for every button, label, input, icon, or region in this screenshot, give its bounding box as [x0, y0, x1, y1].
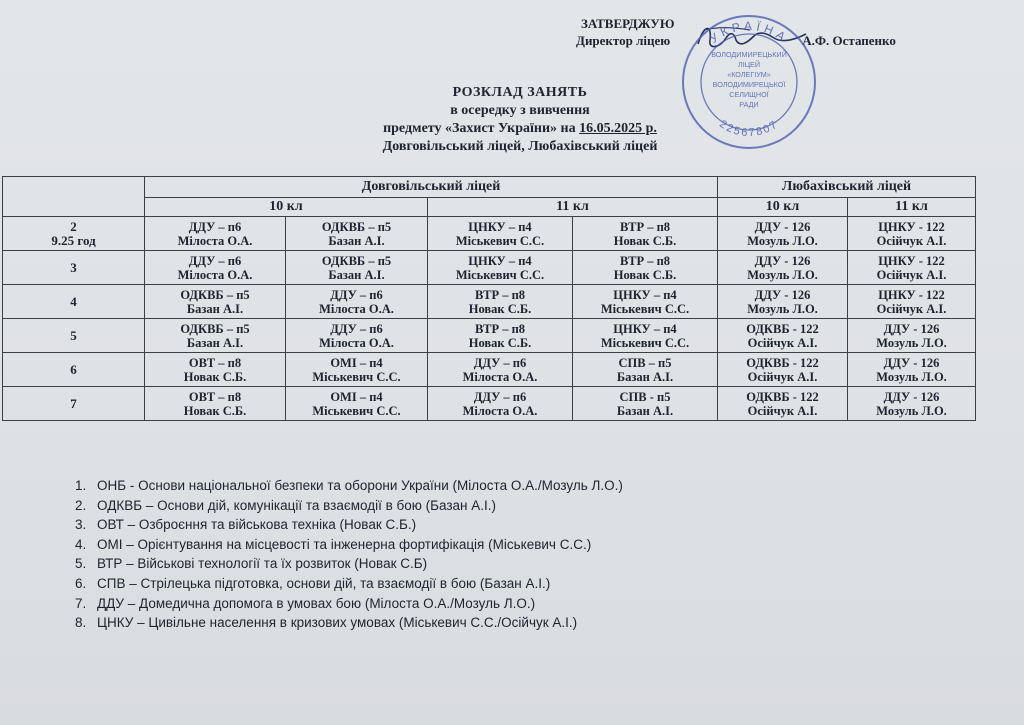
schedule-cell [848, 319, 976, 353]
subject-room: ЦНКУ - 122 [878, 219, 945, 234]
schedule-subject-line [300, 120, 740, 137]
schedule-cell [428, 319, 573, 353]
subject-room: ЦНКУ – п4 [613, 287, 677, 302]
teacher-name: Осійчук А.І. [747, 403, 818, 418]
teacher-name: Новак С.Б. [613, 267, 677, 282]
subject-room: ЦНКУ – п4 [613, 321, 677, 336]
legend-text: ДДУ – Домедична допомога в умовах бою (Мілоста О.А./Мозуль Л.О.) [97, 595, 536, 611]
schedule-cell [718, 319, 848, 353]
lesson-number: 2 [70, 218, 77, 234]
subject-room: ВТР – п8 [619, 219, 671, 234]
schedule-cell [848, 387, 976, 421]
stamp-line: ВОЛОДИМИРЕЦЬКОЇ [712, 80, 786, 89]
schedule-cell [286, 251, 428, 285]
lesson-number-cell [3, 285, 145, 319]
schedule-cell [848, 217, 976, 251]
legend-text: ОВТ – Озброєння та військова техніка (Новак С.Б.) [97, 517, 417, 533]
lesson-number-cell [3, 353, 145, 387]
table-row [3, 319, 976, 353]
lesson-number-cell [3, 251, 145, 285]
subject-room: СПВ - п5 [619, 389, 671, 404]
legend-text: ЦНКУ – Цивільне населення в кризових умовах (Міськевич С.С./Осійчук А.І.) [97, 615, 578, 631]
approval-heading: ЗАТВЕРДЖУЮ [581, 16, 675, 31]
teacher-name: Новак С.Б. [468, 335, 532, 350]
schedule-cell [848, 251, 976, 285]
schedule-cell [428, 353, 573, 387]
stamp-line: ЛІЦЕЙ [738, 60, 760, 69]
teacher-name: Міськевич С.С. [600, 301, 690, 316]
legend-text: ОДКВБ – Основи дій, комунікації та взаємодії в бою (Базан А.І.) [97, 497, 497, 513]
teacher-name: Міськевич С.С. [455, 267, 545, 282]
corner-cell [3, 177, 145, 217]
schedule-cell [428, 251, 573, 285]
teacher-name: Новак С.Б. [613, 233, 677, 248]
teacher-name: Осійчук А.І. [747, 369, 818, 384]
schedule-cell [286, 285, 428, 319]
lesson-time: 9.25 год [51, 232, 96, 248]
schedule-cell [145, 251, 286, 285]
schedule-cell [573, 387, 718, 421]
teacher-name: Мозуль Л.О. [747, 301, 818, 316]
table-row [3, 251, 976, 285]
subject-room: ОМІ – п4 [330, 355, 383, 370]
teacher-name: Осійчук А.І. [747, 335, 818, 350]
teacher-name: Базан А.І. [616, 403, 674, 418]
schedule-cell [145, 353, 286, 387]
subject-room: ОДКВБ - 122 [746, 389, 819, 404]
subject-room: ЦНКУ – п4 [468, 219, 532, 234]
teacher-name: Осійчук А.І. [876, 267, 947, 282]
legend-item: 2. ОДКВБ – Основи дій, комунікації та взаємодії в бою (Базан А.І.) [75, 496, 623, 516]
schedule-cell [718, 387, 848, 421]
schedule-cell [428, 285, 573, 319]
subject-text: предмету «Захист України» на [383, 121, 580, 136]
schedule-table [2, 176, 976, 421]
subject-room: ОДКВБ – п5 [321, 219, 392, 234]
teacher-name: Новак С.Б. [183, 369, 247, 384]
subject-room: ОДКВБ – п5 [180, 287, 250, 302]
subject-room: ДДУ – п6 [330, 287, 383, 302]
class-header: 10 кл [718, 198, 848, 217]
teacher-name: Мілоста О.А. [319, 335, 394, 350]
legend-item: 5. ВТР – Військові технології та їх розвиток (Новак С.Б) [75, 554, 623, 574]
subject-room: ОВТ – п8 [188, 389, 242, 404]
legend-item: 7. ДДУ – Домедична допомога в умовах бою (Мілоста О.А./Мозуль Л.О.) [75, 594, 623, 614]
schedule-cell [718, 353, 848, 387]
school-header: Любахівський ліцей [718, 177, 976, 198]
teacher-name: Новак С.Б. [183, 403, 247, 418]
legend-item: 8. ЦНКУ – Цивільне населення в кризових умовах (Міськевич С.С./Осійчук А.І.) [75, 613, 623, 633]
schedule-cell [573, 217, 718, 251]
stamp-outer-text: УКРАЇНА [706, 18, 792, 47]
teacher-name: Мозуль Л.О. [876, 369, 947, 384]
legend-text: ВТР – Військові технології та їх розвиток (Новак С.Б) [97, 556, 428, 572]
subject-room: ЦНКУ - 122 [878, 253, 945, 268]
legend-item: 1. ОНБ - Основи національної безпеки та оборони України (Мілоста О.А./Мозуль Л.О.) [75, 476, 623, 496]
schedule-cell [848, 285, 976, 319]
schedule-cell [145, 387, 286, 421]
lesson-number: 4 [70, 293, 77, 309]
stamp-code: 22567807 [717, 118, 781, 140]
teacher-name: Мозуль Л.О. [876, 403, 947, 418]
teacher-name: Мілоста О.А. [177, 267, 253, 282]
subject-room: ДДУ - 126 [883, 321, 940, 336]
subject-room: ЦНКУ – п4 [468, 253, 532, 268]
subject-room: ДДУ – п6 [330, 321, 383, 336]
schedule-cell [286, 353, 428, 387]
subject-room: СПВ – п5 [618, 355, 672, 370]
schedule-cell [286, 319, 428, 353]
schedule-cell [286, 217, 428, 251]
teacher-name: Базан А.І. [186, 335, 244, 350]
lesson-number: 7 [70, 395, 77, 411]
director-position: Директор ліцею [576, 33, 671, 48]
subject-room: ДДУ – п6 [473, 355, 527, 370]
table-row [3, 285, 976, 319]
subject-room: ВТР – п8 [619, 253, 671, 268]
subject-room: ЦНКУ - 122 [878, 287, 945, 302]
schedule-cell [848, 353, 976, 387]
lesson-number: 5 [70, 327, 77, 343]
lesson-number: 3 [70, 259, 77, 275]
teacher-name: Мілоста О.А. [462, 403, 538, 418]
schools-line: Довговільський ліцей, Любахівський ліцей [382, 139, 658, 154]
teacher-name: Осійчук А.І. [876, 233, 947, 248]
class-header: 10 кл [145, 198, 428, 217]
stamp-line: РАДИ [739, 100, 759, 109]
subject-room: ОДКВБ – п5 [321, 253, 392, 268]
schedule-cell [145, 285, 286, 319]
teacher-name: Мілоста О.А. [177, 233, 253, 248]
schedule-cell [718, 251, 848, 285]
subject-room: ДДУ – п6 [188, 219, 242, 234]
schedule-cell [573, 285, 718, 319]
teacher-name: Новак С.Б. [468, 301, 532, 316]
teacher-name: Мозуль Л.О. [747, 233, 818, 248]
schedule-cell [145, 217, 286, 251]
class-header: 11 кл [428, 198, 718, 217]
subject-room: ОДКВБ - 122 [746, 321, 819, 336]
teacher-name: Базан А.І. [616, 369, 674, 384]
lesson-number-cell [3, 387, 145, 421]
subject-room: ОДКВБ - 122 [746, 355, 819, 370]
teacher-name: Осійчук А.І. [876, 301, 947, 316]
schedule-cell [718, 285, 848, 319]
school-header: Довговільський ліцей [145, 177, 718, 198]
schedule-cell [286, 387, 428, 421]
teacher-name: Базан А.І. [328, 267, 385, 282]
subject-room: ОМІ – п4 [330, 389, 383, 404]
schedule-date: 16.05.2025 р. [579, 121, 657, 136]
teacher-name: Базан А.І. [328, 233, 385, 248]
table-row [3, 387, 976, 421]
schedule-cell [145, 319, 286, 353]
abbreviation-legend [75, 476, 623, 633]
schedule-cell [573, 353, 718, 387]
subject-room: ДДУ - 126 [754, 219, 811, 234]
subject-room: ДДУ - 126 [883, 389, 940, 404]
legend-text: ОМІ – Орієнтування на місцевості та інженерна фортифікація (Міськевич С.С.) [97, 536, 592, 552]
teacher-name: Мозуль Л.О. [747, 267, 818, 282]
subject-room: ВТР – п8 [474, 287, 526, 302]
legend-item: 3. ОВТ – Озброєння та військова техніка (Новак С.Б.) [75, 515, 623, 535]
schedule-title: РОЗКЛАД ЗАНЯТЬ [452, 85, 588, 100]
legend-text: СПВ – Стрілецька підготовка, основи дій, та взаємодії в бою (Базан А.І.) [97, 575, 551, 591]
teacher-name: Міськевич С.С. [455, 233, 545, 248]
subject-room: ДДУ - 126 [754, 287, 811, 302]
subject-room: ДДУ – п6 [473, 389, 527, 404]
schedule-cell [428, 217, 573, 251]
lesson-number: 6 [70, 361, 77, 377]
class-header: 11 кл [848, 198, 976, 217]
subject-room: ОВТ – п8 [188, 355, 242, 370]
stamp-line: СЕЛИЩНОЇ [729, 90, 769, 99]
teacher-name: Базан А.І. [186, 301, 244, 316]
teacher-name: Міськевич С.С. [600, 335, 690, 350]
subject-room: ВТР – п8 [474, 321, 526, 336]
legend-text: ОНБ - Основи національної безпеки та оборони України (Мілоста О.А./Мозуль Л.О.) [97, 478, 623, 493]
legend-item: 4. ОМІ – Орієнтування на місцевості та інженерна фортифікація (Міськевич С.С.) [75, 535, 623, 555]
subject-room: ДДУ – п6 [188, 253, 242, 268]
schedule-cell [573, 319, 718, 353]
teacher-name: Мозуль Л.О. [876, 335, 947, 350]
subject-room: ДДУ - 126 [883, 355, 940, 370]
stamp-line: «КОЛЕГІУМ» [727, 70, 771, 79]
teacher-name: Мілоста О.А. [462, 369, 538, 384]
schedule-cell [718, 217, 848, 251]
schedule-cell [428, 387, 573, 421]
lesson-number-cell [3, 319, 145, 353]
lesson-number-cell [3, 217, 145, 251]
teacher-name: Міськевич С.С. [312, 403, 401, 418]
stamp-line: ВОЛОДИМИРЕЦЬКИЙ [711, 50, 787, 59]
subject-room: ДДУ - 126 [754, 253, 811, 268]
subject-room: ОДКВБ – п5 [180, 321, 250, 336]
teacher-name: Міськевич С.С. [312, 369, 401, 384]
schedule-cell [573, 251, 718, 285]
legend-item: 6. СПВ – Стрілецька підготовка, основи дій, та взаємодії в бою (Базан А.І.) [75, 574, 623, 594]
teacher-name: Мілоста О.А. [319, 301, 394, 316]
table-row [3, 353, 976, 387]
table-row [3, 217, 976, 251]
schedule-subtitle: в осередку з вивчення [450, 103, 590, 118]
director-name: А.Ф. Остапенко [802, 33, 896, 48]
